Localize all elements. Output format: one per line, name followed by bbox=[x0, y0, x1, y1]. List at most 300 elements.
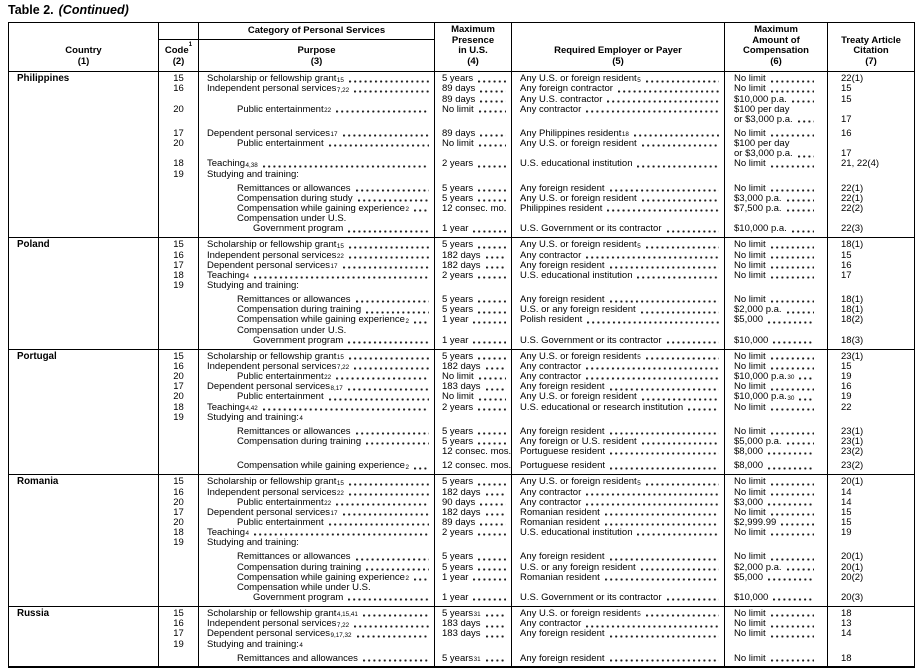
cell-code bbox=[159, 169, 198, 179]
cell-presence bbox=[435, 477, 511, 487]
cell-purpose-text: Government program bbox=[253, 223, 344, 235]
cell-purpose-text: Dependent personal services bbox=[207, 128, 331, 139]
cell-amount bbox=[725, 447, 827, 457]
dot-leader bbox=[478, 568, 506, 571]
cell-treaty bbox=[828, 562, 914, 572]
cell-presence-text: 89 days bbox=[442, 517, 476, 528]
treaty-table bbox=[8, 22, 915, 668]
cell-code bbox=[159, 639, 198, 649]
cell-treaty bbox=[828, 305, 914, 315]
cell-code-text: 16 bbox=[173, 84, 184, 95]
cell-employer bbox=[512, 582, 724, 592]
cell-employer bbox=[512, 412, 724, 422]
cell-presence-text: 2 years bbox=[442, 527, 474, 538]
cell-purpose bbox=[199, 582, 434, 592]
cell-employer-text: Any foreign resident bbox=[520, 653, 605, 664]
dot-leader bbox=[771, 256, 814, 259]
cell-presence-text: 12 consec. mo. bbox=[442, 203, 507, 214]
cell-employer bbox=[512, 335, 724, 345]
cell-code bbox=[159, 538, 198, 548]
dot-leader bbox=[348, 341, 429, 344]
dot-leader bbox=[486, 388, 506, 391]
cell-treaty bbox=[828, 115, 914, 125]
cell-presence bbox=[435, 214, 511, 224]
cell-purpose-text: Independent personal services bbox=[207, 487, 337, 498]
cell-presence-text: 1 year bbox=[442, 315, 469, 326]
dot-leader bbox=[479, 377, 506, 380]
cell-code bbox=[159, 392, 198, 402]
cell-presence-text: 5 years bbox=[442, 562, 474, 573]
cell-purpose-text: Teaching bbox=[207, 270, 246, 281]
cell-code bbox=[159, 194, 198, 204]
cell-code bbox=[159, 149, 198, 159]
cell-purpose-text: Scholarship or fellowship grant bbox=[207, 608, 337, 619]
cell-employer bbox=[512, 325, 724, 335]
cell-amount-text: No limit bbox=[734, 260, 766, 271]
code-footnote-sup: 1 bbox=[188, 41, 193, 49]
cell-presence bbox=[435, 619, 511, 629]
cell-amount bbox=[725, 538, 827, 548]
cell-presence bbox=[435, 518, 511, 528]
cell-presence-text: 5 years bbox=[442, 193, 474, 204]
cell-code-text: 17 bbox=[173, 629, 184, 640]
cell-amount-text: $10,000 p.a. bbox=[734, 371, 787, 382]
dot-leader bbox=[771, 432, 814, 435]
cell-presence bbox=[435, 362, 511, 372]
dot-leader bbox=[486, 659, 506, 662]
cell-code-text: 19 bbox=[173, 169, 184, 180]
cell-purpose: Scholarship or fellowship grant $^{15}$ bbox=[199, 352, 434, 362]
cell-purpose-text: Independent personal services bbox=[207, 361, 337, 372]
dot-leader bbox=[478, 442, 506, 445]
dot-leader bbox=[486, 256, 506, 259]
cell-purpose-text: Compensation during training bbox=[237, 304, 362, 316]
dot-leader bbox=[348, 598, 429, 601]
cell-purpose bbox=[199, 305, 434, 315]
cell-employer-text: Any contractor bbox=[520, 361, 582, 372]
cell-code bbox=[159, 159, 198, 169]
cell-code bbox=[159, 427, 198, 437]
cell-amount-text: $100 per day bbox=[734, 104, 790, 115]
country-label: Philippines bbox=[17, 73, 70, 84]
cell-code bbox=[159, 224, 198, 234]
dot-leader bbox=[771, 635, 814, 638]
column-country bbox=[9, 238, 158, 348]
cell-presence bbox=[435, 402, 511, 412]
cell-amount bbox=[725, 260, 827, 270]
cell-treaty bbox=[828, 352, 914, 362]
cell-presence bbox=[435, 305, 511, 315]
column-country bbox=[9, 475, 158, 606]
cell-presence-text: 182 days bbox=[442, 361, 481, 372]
cell-amount bbox=[725, 224, 827, 234]
cell-amount bbox=[725, 653, 827, 663]
cell-amount-text: $8,000 bbox=[734, 460, 764, 472]
cell-employer-text: Any U.S. or foreign resident bbox=[520, 74, 637, 85]
cell-presence-text: 5 years bbox=[442, 351, 474, 362]
dot-leader bbox=[642, 442, 719, 445]
dot-leader bbox=[646, 614, 719, 617]
dot-leader bbox=[799, 398, 814, 401]
table-header bbox=[9, 23, 914, 72]
cell-purpose: Compensation while gaining experience $^2$ bbox=[199, 204, 434, 214]
column-c bbox=[158, 475, 198, 606]
cell-purpose-text: Teaching bbox=[207, 159, 246, 170]
cell-presence bbox=[435, 94, 511, 104]
dot-leader bbox=[486, 493, 506, 496]
cell-treaty-text: 17 bbox=[841, 148, 852, 160]
cell-treaty bbox=[828, 629, 914, 639]
cell-employer-text: Any U.S. or foreign resident bbox=[520, 477, 637, 488]
cell-presence-text: No limit bbox=[442, 371, 474, 382]
cell-presence bbox=[435, 250, 511, 260]
page-title bbox=[8, 3, 129, 17]
cell-treaty bbox=[828, 538, 914, 548]
dot-leader bbox=[348, 388, 429, 391]
dot-leader bbox=[610, 266, 720, 269]
cell-code bbox=[159, 461, 198, 471]
cell-employer-text: U.S. Government or its contractor bbox=[520, 592, 662, 603]
cell-purpose: Teaching $^4$ bbox=[199, 271, 434, 281]
cell-amount-text: No limit bbox=[734, 653, 766, 664]
dot-leader bbox=[667, 598, 720, 601]
cell-treaty-text: 16 bbox=[841, 128, 852, 139]
cell-presence-text: 89 days bbox=[442, 84, 476, 95]
dot-leader bbox=[349, 493, 429, 496]
cell-presence-text: 5 years bbox=[442, 74, 474, 85]
dot-leader bbox=[610, 300, 720, 303]
section-portugal bbox=[9, 350, 914, 476]
cell-employer bbox=[512, 392, 724, 402]
cell-amount bbox=[725, 593, 827, 603]
cell-presence bbox=[435, 538, 511, 548]
cell-amount-text: $8,000 bbox=[734, 446, 764, 457]
cell-treaty bbox=[828, 159, 914, 169]
column-p bbox=[198, 475, 434, 606]
dot-leader bbox=[478, 189, 506, 192]
dot-leader bbox=[356, 432, 429, 435]
cell-employer bbox=[512, 194, 724, 204]
cell-amount bbox=[725, 84, 827, 94]
dot-leader bbox=[480, 90, 506, 93]
dot-leader bbox=[768, 503, 814, 506]
cell-purpose-text: Compensation while gaining experience bbox=[237, 460, 405, 472]
header-purpose-label: Purpose bbox=[297, 45, 336, 57]
cell-treaty bbox=[828, 507, 914, 517]
cell-treaty bbox=[828, 477, 914, 487]
dot-leader bbox=[771, 266, 814, 269]
header-employer-num: (5) bbox=[612, 56, 624, 68]
cell-employer-text: Any Philippines resident bbox=[520, 128, 622, 139]
cell-treaty bbox=[828, 437, 914, 447]
cell-presence-text: 5 years bbox=[442, 304, 474, 316]
cell-treaty-text: 20(1) bbox=[841, 552, 864, 563]
dot-leader bbox=[414, 321, 429, 324]
cell-purpose-text: Compensation during training bbox=[237, 436, 362, 447]
dot-leader bbox=[478, 357, 506, 360]
cell-purpose-text: Teaching bbox=[207, 402, 246, 413]
cell-purpose: Teaching $^4$ bbox=[199, 528, 434, 538]
dot-leader bbox=[480, 134, 506, 137]
dot-leader bbox=[646, 357, 719, 360]
cell-treaty-text: 23(2) bbox=[841, 446, 864, 457]
dot-leader bbox=[486, 266, 506, 269]
header-country bbox=[9, 23, 158, 71]
dot-leader bbox=[356, 558, 429, 561]
cell-employer bbox=[512, 427, 724, 437]
cell-presence-text: 2 years bbox=[442, 270, 474, 281]
cell-amount bbox=[725, 487, 827, 497]
cell-code bbox=[159, 204, 198, 214]
cell-treaty-text: 23(1) bbox=[841, 426, 864, 437]
cell-code bbox=[159, 183, 198, 193]
header-treaty-l1: Treaty Article bbox=[841, 34, 901, 46]
cell-presence bbox=[435, 582, 511, 592]
dot-leader bbox=[771, 408, 814, 411]
cell-purpose-text: Compensation while gaining experience bbox=[237, 315, 405, 326]
cell-purpose: Teaching $^{4,42}$ bbox=[199, 402, 434, 412]
header-country-num: (1) bbox=[77, 56, 90, 68]
dot-leader bbox=[773, 598, 814, 601]
dot-leader bbox=[646, 246, 719, 249]
cell-purpose-text: Government program bbox=[253, 335, 344, 346]
dot-leader bbox=[480, 100, 506, 103]
cell-employer-text: Any foreign resident bbox=[520, 381, 605, 393]
dot-leader bbox=[610, 635, 720, 638]
cell-presence-text: 5 years bbox=[442, 436, 474, 447]
cell-treaty-text: 22(1) bbox=[841, 183, 864, 194]
cell-treaty-text: 20(2) bbox=[841, 572, 864, 583]
cell-treaty-text: 17 bbox=[841, 114, 852, 125]
cell-presence-text: 12 consec. mos. bbox=[442, 460, 511, 472]
column-t bbox=[827, 72, 914, 237]
cell-presence: 5 years $^{31}$ bbox=[435, 653, 511, 663]
cell-amount bbox=[725, 139, 827, 149]
cell-presence bbox=[435, 372, 511, 382]
dot-leader bbox=[354, 90, 429, 93]
cell-amount bbox=[725, 412, 827, 422]
dot-leader bbox=[343, 266, 429, 269]
cell-employer bbox=[512, 149, 724, 159]
cell-amount bbox=[725, 183, 827, 193]
cell-purpose-text: Scholarship or fellowship grant bbox=[207, 74, 337, 85]
cell-purpose-text: Studying and training: bbox=[207, 280, 299, 291]
cell-purpose-text: Government program bbox=[253, 592, 344, 603]
cell-code bbox=[159, 572, 198, 582]
cell-amount bbox=[725, 639, 827, 649]
cell-presence bbox=[435, 240, 511, 250]
header-amount-l1: Maximum bbox=[754, 23, 798, 35]
cell-amount-text: $5,000 p.a. bbox=[734, 436, 782, 447]
dot-leader bbox=[414, 209, 429, 212]
dot-leader bbox=[349, 357, 429, 360]
section-philippines bbox=[9, 72, 914, 238]
column-e bbox=[511, 238, 724, 348]
cell-amount-text: No limit bbox=[734, 270, 766, 281]
cell-purpose-text: Remittances or allowances bbox=[237, 426, 351, 437]
cell-purpose-text: Public entertainment bbox=[237, 392, 324, 403]
cell-amount bbox=[725, 169, 827, 179]
dot-leader bbox=[799, 377, 814, 380]
cell-presence-text: 182 days bbox=[442, 507, 481, 518]
cell-presence bbox=[435, 437, 511, 447]
cell-code bbox=[159, 129, 198, 139]
header-purpose bbox=[198, 23, 434, 71]
cell-employer bbox=[512, 562, 724, 572]
cell-amount-text: or $3,000 p.a. bbox=[734, 148, 793, 160]
cell-employer bbox=[512, 447, 724, 457]
cell-employer-text: U.S. educational institution bbox=[520, 527, 633, 538]
cell-amount bbox=[725, 214, 827, 224]
cell-amount bbox=[725, 477, 827, 487]
dot-leader bbox=[771, 165, 814, 168]
cell-employer bbox=[512, 169, 724, 179]
header-treaty-num: (7) bbox=[865, 56, 877, 68]
cell-employer-text: Any foreign resident bbox=[520, 183, 605, 194]
cell-amount: $10,000 p.a. $^{30}$ bbox=[725, 392, 827, 402]
cell-treaty-text: 13 bbox=[841, 618, 852, 630]
cell-employer: Any U.S. or foreign resident $^5$ bbox=[512, 477, 724, 487]
cell-code-text: 17 bbox=[173, 381, 184, 393]
cell-presence bbox=[435, 104, 511, 114]
dot-leader bbox=[771, 493, 814, 496]
cell-treaty bbox=[828, 619, 914, 629]
cell-code bbox=[159, 487, 198, 497]
cell-employer-text: Polish resident bbox=[520, 315, 583, 326]
cell-amount bbox=[725, 194, 827, 204]
cell-amount-text: No limit bbox=[734, 128, 766, 139]
cell-employer bbox=[512, 260, 724, 270]
cell-amount bbox=[725, 281, 827, 291]
cell-code bbox=[159, 214, 198, 224]
cell-presence bbox=[435, 271, 511, 281]
cell-employer-text: Any contractor bbox=[520, 487, 582, 498]
cell-treaty-text: 15 bbox=[841, 517, 852, 528]
cell-amount bbox=[725, 250, 827, 260]
cell-code-text: 19 bbox=[173, 412, 184, 423]
cell-purpose: Compensation while gaining experience $^2$ bbox=[199, 461, 434, 471]
cell-treaty bbox=[828, 572, 914, 582]
cell-code-text: 19 bbox=[173, 537, 184, 549]
column-pr bbox=[434, 607, 511, 667]
cell-presence-text: 1 year bbox=[442, 335, 469, 346]
cell-code-text: 16 bbox=[173, 487, 184, 498]
dot-leader bbox=[771, 80, 814, 83]
cell-employer bbox=[512, 518, 724, 528]
cell-presence-text: 183 days bbox=[442, 629, 481, 640]
cell-amount bbox=[725, 562, 827, 572]
cell-treaty bbox=[828, 372, 914, 382]
cell-treaty-text: 20(1) bbox=[841, 562, 864, 573]
column-t bbox=[827, 238, 914, 348]
cell-treaty-text: 14 bbox=[841, 497, 852, 508]
cell-amount bbox=[725, 104, 827, 114]
cell-amount-text: No limit bbox=[734, 507, 766, 518]
cell-employer: Any U.S. or foreign resident $^5$ bbox=[512, 240, 724, 250]
cell-presence-text: No limit bbox=[442, 138, 474, 149]
cell-purpose-text: Remittances or allowances bbox=[237, 183, 351, 194]
cell-employer bbox=[512, 281, 724, 291]
cell-purpose: Scholarship or fellowship grant $^{15}$ bbox=[199, 477, 434, 487]
cell-purpose: Independent personal services $^{22}$ bbox=[199, 250, 434, 260]
dot-leader bbox=[336, 377, 429, 380]
cell-code-text: 15 bbox=[173, 74, 184, 85]
cell-amount bbox=[725, 159, 827, 169]
column-p bbox=[198, 607, 434, 667]
cell-purpose bbox=[199, 115, 434, 125]
section-romania bbox=[9, 475, 914, 607]
cell-presence-text: 5 years bbox=[442, 294, 474, 305]
cell-amount-text: $10,000 p.a. bbox=[734, 223, 787, 235]
header-employer bbox=[511, 23, 724, 71]
cell-employer-text: U.S. or any foreign resident bbox=[520, 562, 636, 573]
column-a bbox=[724, 238, 827, 348]
cell-purpose-text: Dependent personal services bbox=[207, 629, 331, 640]
cell-treaty-text: 20(3) bbox=[841, 592, 864, 603]
dot-leader bbox=[349, 256, 429, 259]
cell-presence bbox=[435, 115, 511, 125]
cell-treaty bbox=[828, 362, 914, 372]
cell-employer bbox=[512, 572, 724, 582]
cell-employer bbox=[512, 271, 724, 281]
cell-amount-text: No limit bbox=[734, 361, 766, 372]
cell-purpose bbox=[199, 427, 434, 437]
cell-employer-text: Any U.S. or foreign resident bbox=[520, 240, 637, 251]
cell-purpose: Dependent personal services $^{17}$ bbox=[199, 260, 434, 270]
cell-purpose-text: Studying and training: bbox=[207, 537, 299, 549]
cell-amount-text: $10,000 bbox=[734, 335, 769, 346]
cell-presence-text: 5 years bbox=[442, 477, 474, 488]
cell-amount-text: No limit bbox=[734, 608, 766, 619]
cell-purpose bbox=[199, 335, 434, 345]
cell-purpose bbox=[199, 562, 434, 572]
cell-presence-text: No limit bbox=[442, 392, 474, 403]
header-amount-l2: Amount of bbox=[752, 34, 800, 46]
cell-amount bbox=[725, 315, 827, 325]
cell-purpose bbox=[199, 281, 434, 291]
cell-treaty bbox=[828, 582, 914, 592]
column-country bbox=[9, 607, 158, 667]
cell-employer bbox=[512, 159, 724, 169]
dot-leader bbox=[349, 483, 429, 486]
dot-leader bbox=[771, 300, 814, 303]
cell-treaty-text: 15 bbox=[841, 84, 852, 95]
cell-amount-text: $3,000 p.a. bbox=[734, 193, 782, 204]
dot-leader bbox=[586, 625, 719, 628]
cell-employer bbox=[512, 214, 724, 224]
cell-presence bbox=[435, 204, 511, 214]
dot-leader bbox=[771, 558, 814, 561]
cell-amount bbox=[725, 325, 827, 335]
dot-leader bbox=[688, 408, 719, 411]
cell-amount-text: $10,000 p.a. bbox=[734, 392, 787, 403]
dot-leader bbox=[618, 90, 719, 93]
dot-leader bbox=[478, 533, 506, 536]
cell-presence bbox=[435, 315, 511, 325]
dot-leader bbox=[263, 408, 429, 411]
dot-leader bbox=[798, 155, 814, 158]
cell-treaty bbox=[828, 204, 914, 214]
column-e bbox=[511, 607, 724, 667]
cell-treaty bbox=[828, 528, 914, 538]
cell-employer-text: U.S. or any foreign resident bbox=[520, 304, 636, 316]
cell-employer bbox=[512, 104, 724, 114]
cell-treaty bbox=[828, 271, 914, 281]
dot-leader bbox=[473, 578, 506, 581]
header-code-spacer bbox=[159, 23, 198, 40]
cell-treaty bbox=[828, 295, 914, 305]
cell-presence bbox=[435, 149, 511, 159]
